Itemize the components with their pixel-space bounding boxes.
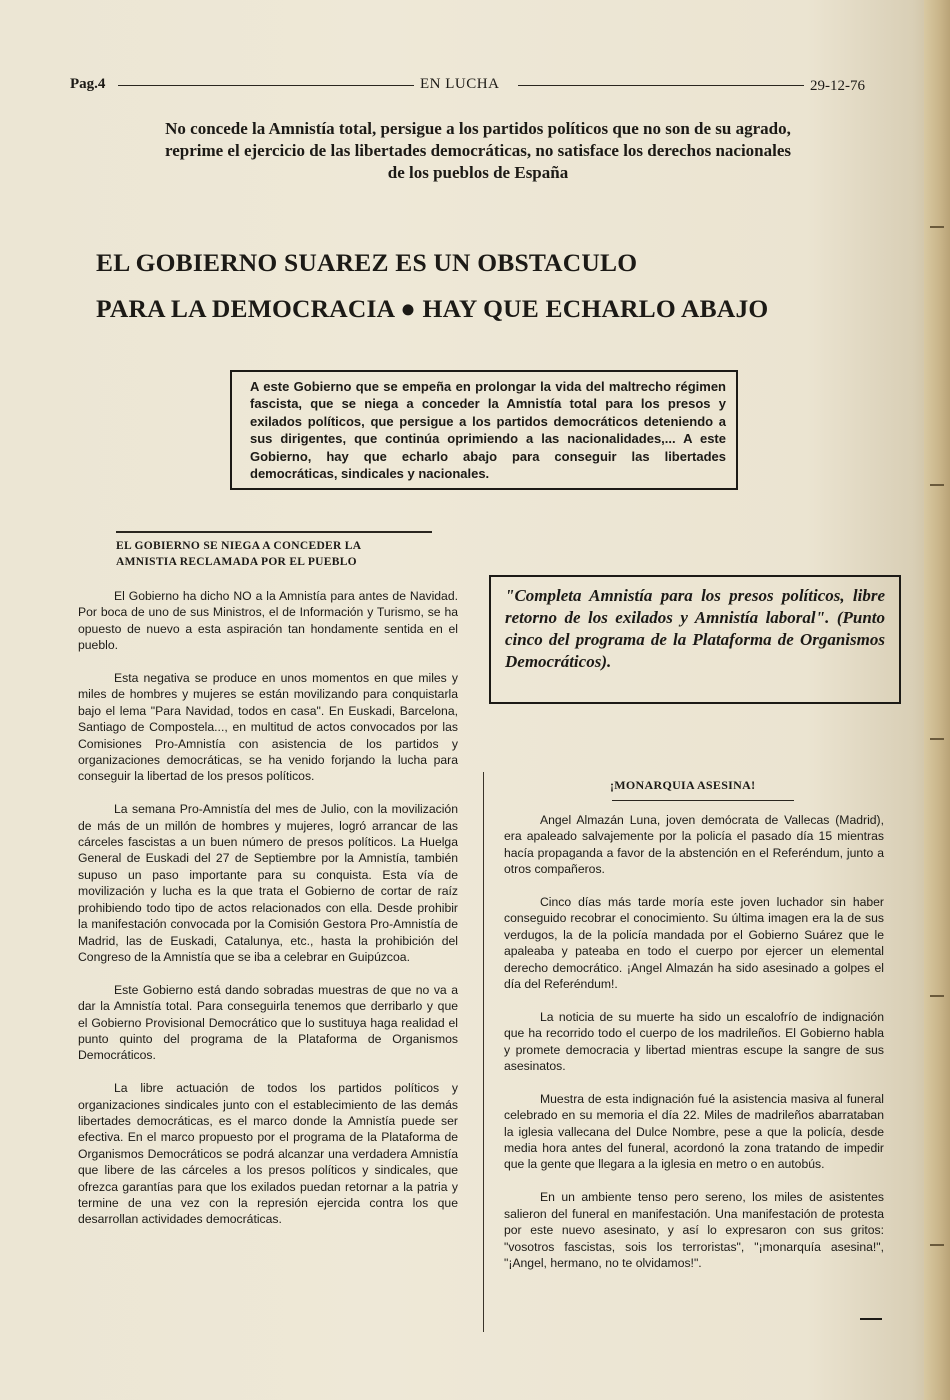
paragraph: En un ambiente tenso pero sereno, los miles de asistentes salieron del funeral en manifestación. Una manifestación de protesta por este nuevo asesinato, y así lo expresaron con sus gritos: "vosotros fascistas, sois los terroristas", "¡monarquía asesina!", "¡Angel, hermano, no te olvidamos!". [504,1190,884,1270]
deck-line: reprime el ejercicio de las libertades democráticas, no satisface los derechos nacionales [164,141,792,160]
right-article-title: ¡MONARQUIA ASESINA! [610,778,756,792]
paragraph: La semana Pro-Amnistía del mes de Julio, con la movilización de más de un millón de hombres y mujeres, logró arrancar de las cárceles fascistas a un buen número de presos políticos. La Huelga General de Euskadi del 27 de Septiembre por la Amnistía, también supuso un paso importante para su conquista. Esta vía de movilización y lucha es la que trata el Gobierno de cortar de raíz prohibiendo todo tipo de actos relacionados con ella. Desde prohibir la manifestación convocada por la Comisión Gestora Pro-Amnistía de Madrid, las de Euskadi, Catalunya, etc., hasta la prohibición del Congreso de la Amnistía que se iba a celebrar en Guipúzcoa. [78,802,458,964]
section-rule [116,531,432,533]
issue-date: 29-12-76 [810,78,865,94]
binding-mark [930,484,944,486]
deck-line: No concede la Amnistía total, persigue a los partidos políticos que no son de su agrado, [165,119,791,138]
binding-mark [930,995,944,997]
paragraph: Este Gobierno está dando sobradas muestras de que no va a dar la Amnistía total. Para conseguirla tenemos que derribarlo y que el Gobierno Provisional Democrático que lo sustituya haga realidad el punto quinto del programa de la Plataforma de Organismos Democráticos. [78,982,458,1063]
paragraph: Esta negativa se produce en unos momentos en que miles y miles de hombres y mujeres se están movilizando para conquistarla bajo el lema "Para Navidad, todos en casa". En Euskadi, Barcelona, Santiago de Compostela..., en multitud de actos convocados por las Comisiones Pro-Amnistía con asistencia de los partidos y organizaciones democráticas, se ha venido forjando la lucha para conseguir la libertad de los presos políticos. [78,671,458,784]
paragraph: Angel Almazán Luna, joven demócrata de Vallecas (Madrid), era apaleado salvajemente por la policía el pasado día 15 mientras hacía propaganda a favor de la abstención en el Referéndum, junto a otros compañeros. [504,813,884,877]
headline-line: PARA LA DEMOCRACIA ● HAY QUE ECHARLO ABAJO [96,294,769,323]
left-article-body [78,588,458,1244]
header-rule [518,85,804,86]
publication-name: EN LUCHA [420,76,500,92]
editorial-box: A este Gobierno que se empeña en prolongar la vida del maltrecho régimen fascista, que se niega a conceder la Amnistía total para los presos y exilados políticos, que persigue a los partidos democráticos deteniendo a sus dirigentes, que continúa oprimiendo a las nacionalidades,... A este Gobierno, hay que echarlo abajo para conseguir las libertades democráticas, sindicales y nacionales. [230,370,738,490]
page-header [60,74,890,96]
deck-subtitle [88,118,868,184]
headline-line: EL GOBIERNO SUAREZ ES UN OBSTACULO [96,248,638,277]
header-rule [118,85,414,86]
paragraph: El Gobierno ha dicho NO a la Amnistía para antes de Navidad. Por boca de uno de sus Ministros, el de Información y Turismo, se ha opuesto de nuevo a esta aspiración tan hondamente sentida en el pueblo. [78,589,458,653]
left-article-title [116,538,436,570]
end-mark [860,1318,882,1320]
deck-line: de los pueblos de España [387,163,569,182]
main-headline [96,240,816,332]
binding-mark [930,738,944,740]
paragraph: Muestra de esta indignación fué la asistencia masiva al funeral celebrado en su memoria el día 22. Miles de madrileños abarrataban la iglesia vallecana del Dulce Nombre, pese a que la policía, desde media hora antes del funeral, acordonó la zona tratando de impedir que la gente que llegara a la iglesia en metro o en autobús. [504,1091,884,1172]
title-line: EL GOBIERNO SE NIEGA A CONCEDER LA [116,540,362,552]
program-quote-box: "Completa Amnistía para los presos políticos, libre retorno de los exilados y Amnistía laboral". (Punto cinco del programa de la Plataforma de Organismos Democráticos). [489,575,901,704]
paragraph: La libre actuación de todos los partidos políticos y organizaciones sindicales junto con el establecimiento de las demás libertades democráticas, es el marco donde la Amnistía puede ser efectiva. En el marco propuesto por el programa de la Plataforma de Organismos Democráticos se podrá alcanzar una verdadera Amnistía que libere de las cárceles a los presos políticos y sindicales, que ofrezca garantías para que los exilados puedan retornar a la patria y termine de una vez con la represión ejercida contra los que desarrollan actividades democráticas. [78,1081,458,1227]
title-line: AMNISTIA RECLAMADA POR EL PUEBLO [116,556,357,568]
binding-mark [930,226,944,228]
paragraph: Cinco días más tarde moría este joven luchador sin haber conseguido recobrar el conocimiento. Su última imagen era la de sus verdugos, la de la policía mandada por el Gobierno Suárez que le apaleaba y pateaba en todo el cuerpo por ejercer un elemental derecho democrático. ¡Angel Almazán ha sido asesinado a golpes el día del Referéndum!. [504,895,884,992]
right-article-body [504,812,884,1288]
page-binding-edge [924,0,950,1400]
column-divider [483,772,484,1332]
page-number: Pag.4 [70,76,106,92]
title-underline [612,800,794,801]
binding-mark [930,1244,944,1246]
paragraph: La noticia de su muerte ha sido un escalofrío de indignación que ha recorrido todo el cuerpo de los madrileños. El Gobierno habla y promete democracia y libertad mientras escupe la sangre de sus asesinatos. [504,1009,884,1074]
